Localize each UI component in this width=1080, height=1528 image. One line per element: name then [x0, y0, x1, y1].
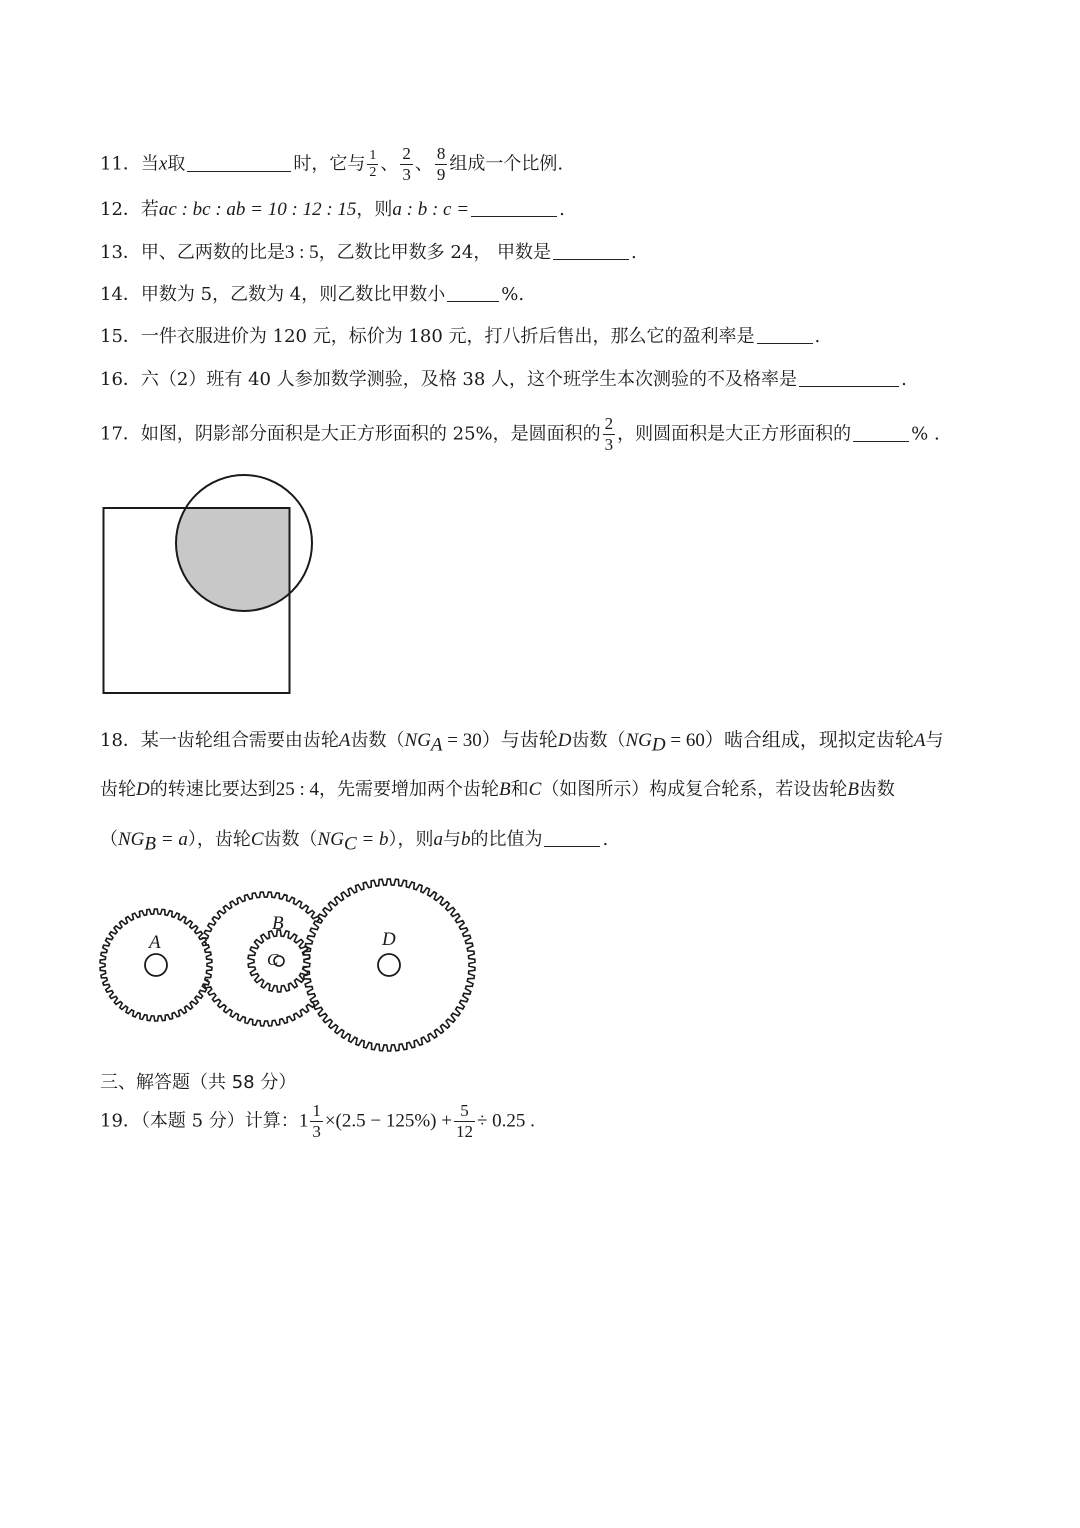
q14-answer-blank[interactable]	[447, 283, 499, 302]
q18-var: NG	[118, 829, 145, 850]
q12-expression-2: a : b : c =	[392, 199, 470, 220]
q19-end: ÷ 0.25 .	[476, 1110, 535, 1132]
q18-text: ），则	[388, 829, 434, 850]
q14-text: 14．甲数为 5，乙数为 4，则乙数比甲数小	[100, 284, 446, 305]
q18-text: 与	[442, 829, 461, 850]
q19-mid: ×(2.5 − 125%) +	[324, 1110, 452, 1132]
q18-var: b	[460, 829, 471, 850]
gear-label-d: D	[382, 929, 396, 950]
q18-text: 与	[925, 730, 944, 751]
q18-value: = b	[356, 829, 389, 850]
q18-answer-blank[interactable]	[544, 828, 600, 847]
question-13	[100, 240, 637, 266]
gear-a-hub	[145, 954, 167, 976]
q15-end: .	[814, 326, 821, 347]
square-circle-figure	[95, 468, 325, 703]
q17-answer-blank[interactable]	[853, 423, 909, 442]
q18-value: = 30）与齿轮	[442, 730, 558, 751]
q13-mid: ，乙数比甲数多 24， 甲数是	[318, 242, 552, 263]
section-3-heading: 三、解答题（共 58 分）	[100, 1072, 297, 1093]
question-14	[100, 282, 524, 308]
q18-text: 齿数（	[571, 730, 626, 751]
q11-sep: 、	[380, 153, 399, 175]
q18-text: 和	[510, 779, 529, 800]
q18-var: A	[913, 730, 926, 751]
q18-sub: B	[144, 833, 157, 855]
q12-answer-blank[interactable]	[471, 198, 557, 217]
q18-end: .	[602, 829, 609, 850]
gear-label-a: A	[149, 932, 161, 953]
q18-var: C	[528, 779, 542, 800]
q11-text-b: 时，它与	[293, 153, 366, 175]
q18-var: D	[136, 779, 150, 800]
q17-mid: ，则圆面积是大正方形面积的	[617, 423, 852, 445]
q18-text: （如图所示）构成复合轮系，若设齿轮	[541, 779, 848, 800]
q18-text: 齿数	[858, 779, 895, 800]
q16-end: .	[901, 369, 907, 390]
question-15	[100, 324, 820, 350]
question-18-line-3	[100, 827, 608, 858]
question-18-line-2	[100, 777, 895, 803]
gear-label-c: C	[267, 950, 279, 969]
q18-var: A	[338, 730, 351, 751]
q18-var: B	[499, 779, 511, 800]
q18-text: 齿轮	[100, 779, 136, 800]
q18-text: 的转速比要达到	[149, 779, 276, 800]
q11-text-a: 取	[167, 153, 186, 175]
q18-var: B	[847, 779, 859, 800]
q17-text: 17．如图，阴影部分面积是大正方形面积的 25%，是圆面积的	[100, 423, 601, 445]
q11-fraction-1: $\frac{1}{2}$	[369, 148, 377, 180]
q17-fraction: $\frac{2}{3}$	[604, 414, 614, 454]
q16-answer-blank[interactable]	[799, 368, 899, 387]
q14-end: %.	[501, 284, 525, 305]
q11-sep: 、	[414, 153, 433, 175]
q18-value: = a	[156, 829, 188, 850]
q18-var: NG	[317, 829, 344, 850]
q11-text: 11．当	[100, 153, 159, 175]
q19-fraction-1: $\frac{1}{3}$	[312, 1101, 321, 1141]
q17-end: % .	[911, 423, 940, 445]
q19-fraction-2: $\frac{5}{12}$	[455, 1101, 473, 1141]
q13-answer-blank[interactable]	[553, 241, 629, 260]
gear-d-hub	[378, 954, 400, 976]
question-11	[100, 144, 563, 185]
q13-text: 13．甲、乙两数的比是	[100, 242, 285, 263]
q18-var: C	[250, 829, 264, 850]
question-17	[100, 414, 940, 455]
q18-var: a	[433, 829, 443, 850]
q16-text: 16．六（2）班有 40 人参加数学测验，及格 38 人，这个班学生本次测验的不及格率是	[100, 369, 798, 390]
q18-sub: C	[343, 833, 357, 855]
q12-mid: ，则	[356, 199, 393, 220]
q18-text: （	[100, 829, 118, 850]
q18-ratio: 25 : 4	[275, 779, 320, 800]
q11-answer-blank[interactable]	[187, 153, 291, 172]
question-16	[100, 367, 907, 393]
q18-text: 的比值为	[470, 829, 543, 850]
q18-value: = 60）啮合组成，现拟定齿轮	[665, 730, 914, 751]
q12-text: 12．若	[100, 199, 159, 220]
gear-train-figure	[90, 872, 490, 1062]
q11-fraction-2: $\frac{2}{3}$	[402, 144, 411, 184]
q18-text: 齿数（	[350, 730, 405, 751]
q18-var: NG	[625, 730, 652, 751]
q15-text: 15．一件衣服进价为 120 元，标价为 180 元，打八折后售出，那么它的盈利率是	[100, 326, 755, 347]
q19-whole: 1	[298, 1110, 309, 1132]
q18-text: 18．某一齿轮组合需要由齿轮	[100, 730, 339, 751]
q11-end: 组成一个比例.	[449, 153, 564, 175]
question-12	[100, 197, 565, 223]
q18-text: ，先需要增加两个齿轮	[319, 779, 500, 800]
q18-text: ），齿轮	[187, 829, 251, 850]
question-19	[100, 1101, 535, 1142]
q11-fraction-3: $\frac{8}{9}$	[436, 144, 446, 184]
q18-sub: D	[651, 734, 666, 756]
q13-end: .	[631, 242, 637, 263]
q15-answer-blank[interactable]	[757, 325, 813, 344]
q12-expression: ac : bc : ab = 10 : 12 : 15	[158, 199, 357, 220]
question-18-line-1	[100, 728, 943, 759]
q19-text: 19．（本题 5 分）计算：	[100, 1110, 299, 1132]
q18-sub: A	[430, 734, 443, 756]
q11-var: x	[158, 153, 168, 175]
gear-label-b: B	[272, 913, 284, 934]
q18-text: 齿数（	[263, 829, 318, 850]
q12-end: .	[559, 199, 565, 220]
q13-ratio: 3 : 5	[284, 242, 319, 263]
q18-var: D	[557, 730, 572, 751]
q18-var: NG	[404, 730, 431, 751]
